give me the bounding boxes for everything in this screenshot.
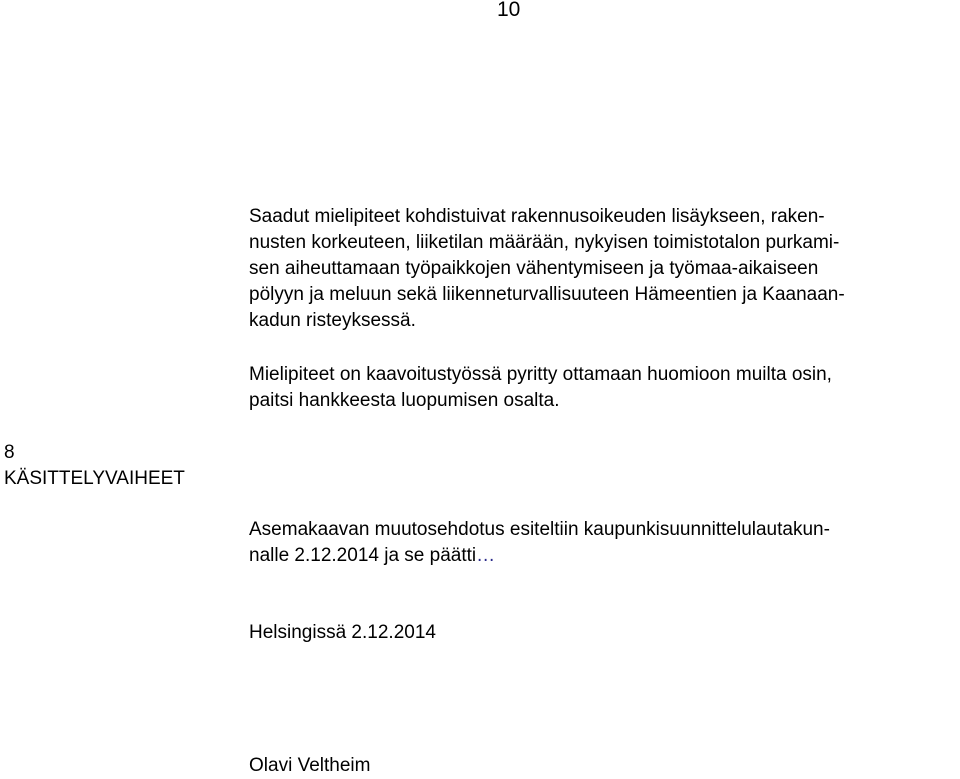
- paragraph-proposal-presented: [249, 517, 949, 569]
- paragraph-opinions-topics: [249, 204, 949, 334]
- paragraph-opinions-considered: [249, 362, 949, 414]
- paragraph-line: paitsi hankkeesta luopumisen osalta.: [249, 390, 560, 411]
- paragraph-line: Asemakaavan muutosehdotus esiteltiin kaupunkisuunnittelulautakun-: [249, 519, 830, 540]
- paragraph-line-text: nalle 2.12.2014 ja se päätti: [249, 545, 477, 566]
- section-number: 8: [4, 442, 15, 463]
- paragraph-line: [249, 543, 949, 569]
- paragraph-line: kadun risteyksessä.: [249, 310, 416, 331]
- paragraph-line: nusten korkeuteen, liiketilan määrään, nykyisen toimistotalon purkami-: [249, 232, 840, 253]
- paragraph-line: pölyyn ja meluun sekä liikenneturvallisuuteen Hämeentien ja Kaanaan-: [249, 284, 845, 305]
- paragraph-line: Saadut mielipiteet kohdistuivat rakennusoikeuden lisäykseen, raken-: [249, 206, 825, 227]
- signoff-place-date: Helsingissä 2.12.2014: [249, 622, 436, 643]
- section-title: KÄSITTELYVAIHEET: [4, 468, 185, 489]
- signer-name: Olavi Veltheim: [249, 755, 371, 776]
- ellipsis: …: [476, 545, 496, 566]
- paragraph-line: Mielipiteet on kaavoitustyössä pyritty ottamaan huomioon muilta osin,: [249, 364, 832, 385]
- section-heading: [4, 440, 185, 492]
- page-number: 10: [497, 0, 521, 21]
- paragraph-line: sen aiheuttamaan työpaikkojen vähentymiseen ja työmaa-aikaiseen: [249, 258, 819, 279]
